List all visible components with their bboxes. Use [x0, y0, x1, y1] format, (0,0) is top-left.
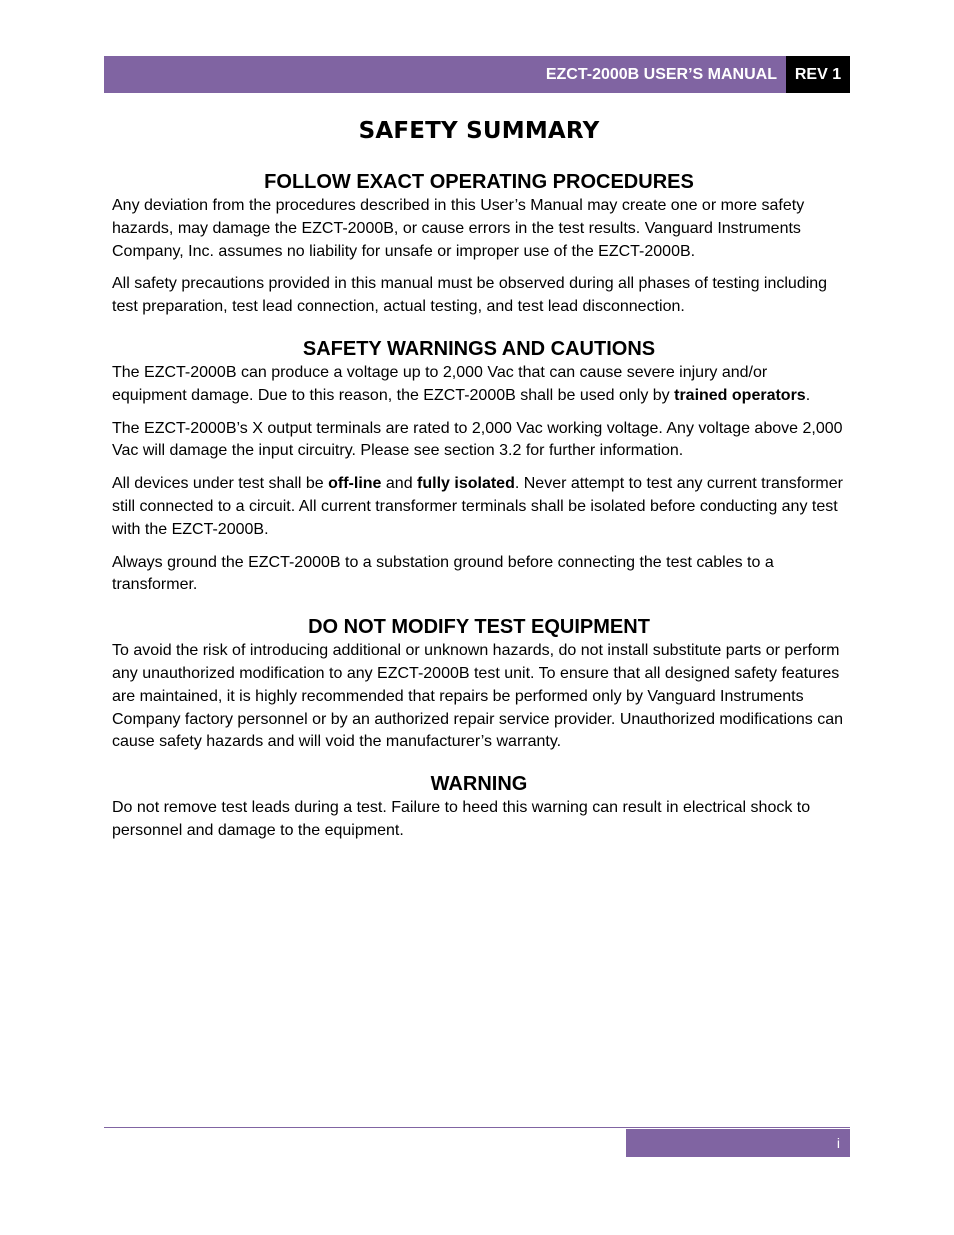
footer-divider	[104, 1127, 850, 1128]
paragraph: To avoid the risk of introducing additional or unknown hazards, do not install substitute parts or perform any unauthorized modification to any EZCT-2000B test unit. To ensure that all designed safety features are maintained, it is highly recommended that repairs be performed only by Vanguard Instruments Company factory personnel or by an authorized repair service provider. Unauthorized modifications can cause safety hazards and will void the manufacturer’s warranty.	[112, 642, 844, 751]
page-content	[112, 114, 846, 843]
paragraph: Do not remove test leads during a test. Failure to heed this warning can result in electrical shock to personnel and damage to the equipment.	[112, 799, 811, 839]
section-heading: SAFETY WARNINGS AND CAUTIONS	[302, 337, 656, 360]
section-heading: FOLLOW EXACT OPERATING PROCEDURES	[264, 171, 694, 193]
paragraph: Always ground the EZCT-2000B to a substation ground before connecting the test cables to a transformer.	[112, 553, 774, 594]
section-follow-procedures	[112, 169, 846, 319]
paragraph: Any deviation from the procedures described in this User’s Manual may create one or more safety hazards, may damage the EZCT-2000B, or cause errors in the test results. Vanguard Instruments Company, Inc. assumes no liability for unsafe or improper use of the EZCT-2000B.	[112, 197, 805, 260]
revision-badge: REV 1	[786, 56, 850, 93]
emphasis: fully isolated	[417, 475, 515, 493]
section-heading: DO NOT MODIFY TEST EQUIPMENT	[308, 616, 650, 639]
paragraph: All safety precautions provided in this manual must be observed during all phases of testing including test preparation, test lead connection, actual testing, and test lead disconnection.	[112, 275, 828, 316]
page-header	[104, 56, 850, 93]
page-number: i	[626, 1129, 850, 1157]
section-do-not-modify	[112, 614, 846, 754]
page-title: SAFETY SUMMARY	[358, 118, 600, 144]
section-warnings-cautions	[112, 336, 846, 597]
paragraph: All devices under test shall be off-line and fully isolated. Never attempt to test any current transformer still connected to a circuit. All current transformer terminals shall be isolated before conducting any test with the EZCT-2000B.	[112, 475, 843, 538]
emphasis: off-line	[328, 475, 382, 493]
paragraph: The EZCT-2000B’s X output terminals are rated to 2,000 Vac working voltage. Any voltage above 2,000 Vac will damage the input circuitry. Please see section 3.2 for further information.	[112, 419, 843, 460]
section-heading: WARNING	[430, 773, 528, 796]
manual-title: EZCT-2000B USER’S MANUAL	[104, 56, 786, 93]
section-warning	[112, 771, 846, 843]
emphasis: trained operators	[674, 386, 806, 404]
paragraph: The EZCT-2000B can produce a voltage up to 2,000 Vac that can cause severe injury and/or equipment damage. Due to this reason, the EZCT-2000B shall be used only by trained operators.	[112, 363, 811, 404]
